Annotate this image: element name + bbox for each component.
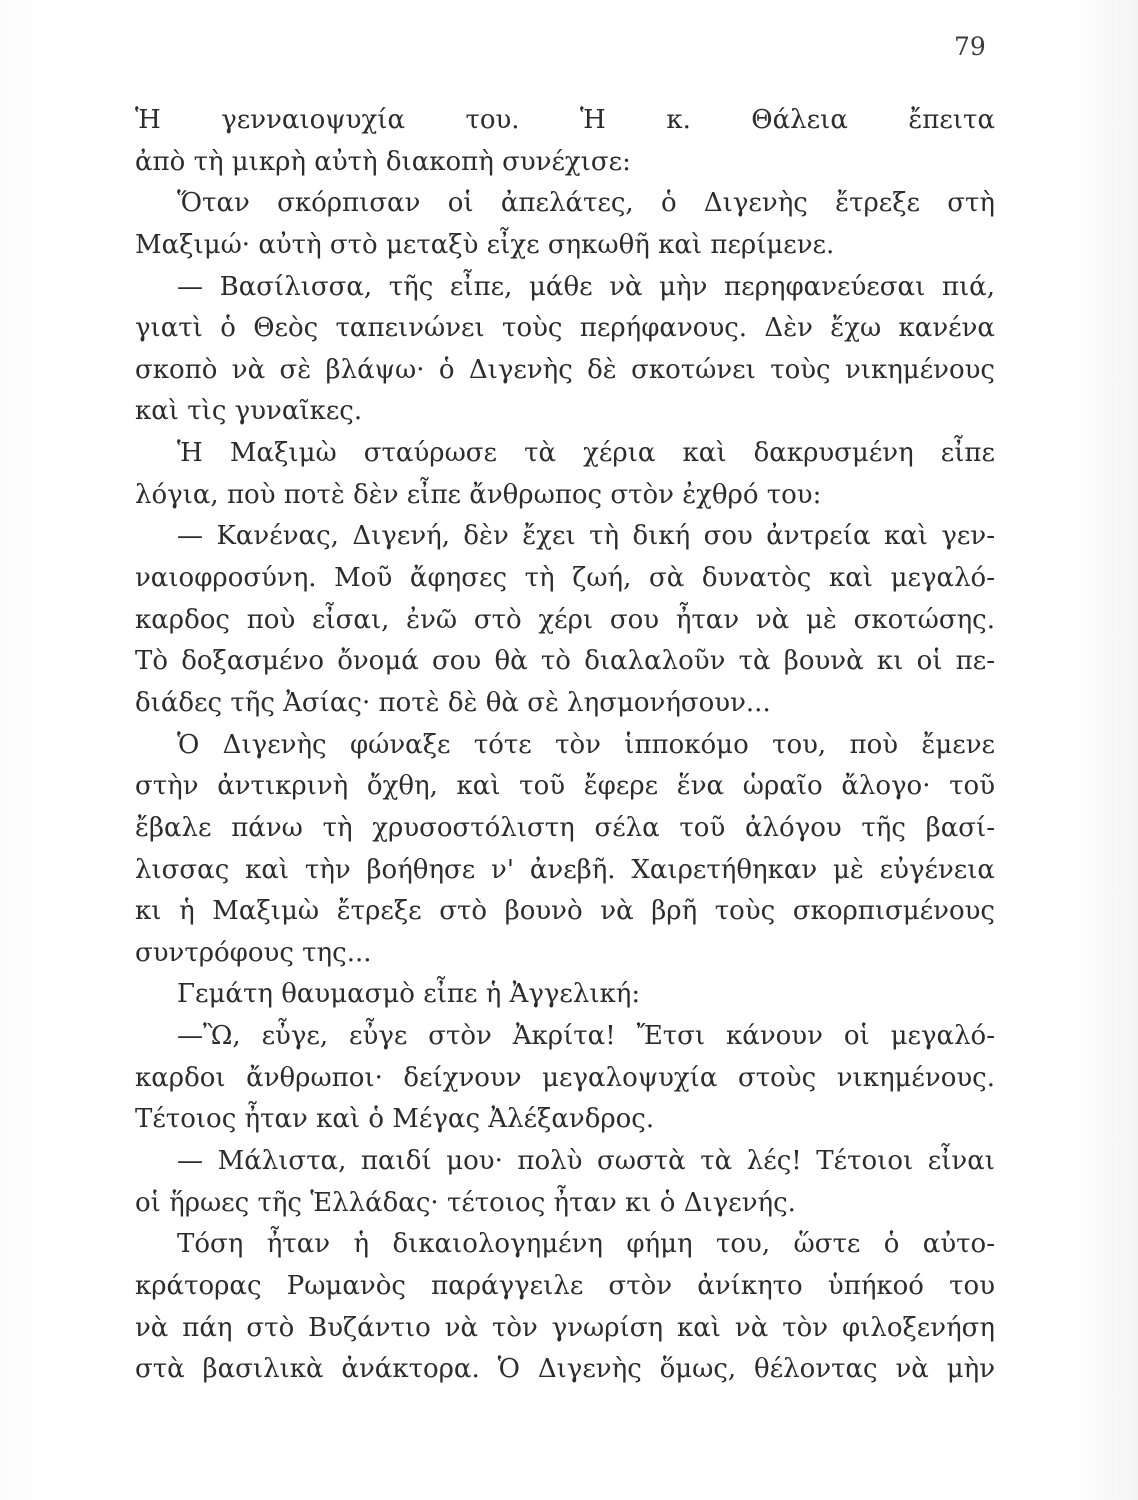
text-line: ἀπὸ τὴ μικρὴ αὐτὴ διακοπὴ συνέχισε: (135, 146, 631, 177)
page-number: 79 (954, 32, 986, 61)
text-line: ἔβαλε πάνω τὴ χρυσοστόλιστη σέλα τοῦ ἀλόγου τῆς βασί- (135, 812, 995, 843)
text-line: Ἡ γενναιοψυχία του. Ἡ κ. Θάλεια ἔπειτα (135, 105, 995, 135)
text-line: — Κανένας, Διγενή, δὲν ἔχει τὴ δική σου ἀντρεία καὶ γεν- (177, 521, 995, 552)
text-line: Γεμάτη θαυμασμὸ εἶπε ἡ Ἀγγελική: (177, 979, 641, 1010)
text-line: κι ἡ Μαξιμὼ ἔτρεξε στὸ βουνὸ νὰ βρῆ τοὺς σκορπισμένους (135, 896, 995, 927)
text-line: — Βασίλισσα, τῆς εἶπε, μάθε νὰ μὴν περηφανεύεσαι πιά, (177, 271, 995, 302)
text-line: σκοπὸ νὰ σὲ βλάψω· ὁ Διγενὴς δὲ σκοτώνει τοὺς νικημένους (135, 354, 995, 385)
text-line: λισσας καὶ τὴν βοήθησε ν' ἀνεβῆ. Χαιρετήθηκαν μὲ εὐγένεια (135, 854, 995, 885)
text-line: καρδος ποὺ εἶσαι, ἐνῶ στὸ χέρι σου ἦταν νὰ μὲ σκοτώσης. (135, 604, 995, 635)
text-line: συντρόφους της... (135, 937, 372, 968)
text-line: —Ὢ, εὖγε, εὖγε στὸν Ἀκρίτα! Ἔτσι κάνουν οἱ μεγαλό- (177, 1021, 995, 1052)
text-line: Μαξιμώ· αὐτὴ στὸ μεταξὺ εἶχε σηκωθῆ καὶ περίμενε. (135, 229, 835, 260)
text-line: διάδες τῆς Ἀσίας· ποτὲ δὲ θὰ σὲ λησμονήσουν... (135, 687, 771, 718)
text-line: λόγια, ποὺ ποτὲ δὲν εἶπε ἄνθρωπος στὸν ἐχθρό του: (135, 479, 822, 510)
text-line: Τὸ δοξασμένο ὄνομά σου θὰ τὸ διαλαλοῦν τὰ βουνὰ κι οἱ πε- (135, 646, 995, 677)
text-line: κράτορας Ρωμανὸς παράγγειλε στὸν ἀνίκητο ὑπήκοό του (135, 1270, 995, 1301)
text-line: στὰ βασιλικὰ ἀνάκτορα. Ὁ Διγενὴς ὅμως, θέλοντας νὰ μὴν (135, 1354, 995, 1385)
text-line: οἱ ἥρωες τῆς Ἑλλάδας· τέτοιος ἦταν κι ὁ Διγενής. (135, 1187, 796, 1218)
text-line: Ἡ Μαξιμὼ σταύρωσε τὰ χέρια καὶ δακρυσμένη εἶπε (177, 438, 995, 469)
text-line: Τόση ἦταν ἡ δικαιολογημένη φήμη του, ὥστε ὁ αὐτο- (177, 1229, 995, 1260)
text-line: γιατὶ ὁ Θεὸς ταπεινώνει τοὺς περήφανους. Δὲν ἔχω κανένα (135, 313, 995, 344)
text-line: καὶ τὶς γυναῖκες. (135, 396, 363, 427)
text-line: καρδοι ἄνθρωποι· δείχνουν μεγαλοψυχία στοὺς νικημένους. (135, 1062, 995, 1093)
text-line: ναιοφροσύνη. Μοῦ ἄφησες τὴ ζωή, σὰ δυνατὸς καὶ μεγαλό- (135, 563, 995, 594)
text-line: Ὁ Διγενὴς φώναξε τότε τὸν ἱπποκόμο του, ποὺ ἔμενε (177, 729, 995, 760)
text-line: στὴν ἀντικρινὴ ὄχθη, καὶ τοῦ ἔφερε ἕνα ὡραῖο ἄλογο· τοῦ (135, 771, 995, 802)
text-line: — Μάλιστα, παιδί μου· πολὺ σωστὰ τὰ λές! Τέτοιοι εἶναι (177, 1146, 995, 1177)
body-text (135, 100, 995, 1391)
text-line: Ὅταν σκόρπισαν οἱ ἀπελάτες, ὁ Διγενὴς ἔτρεξε στὴ (177, 188, 995, 219)
text-line: Τέτοιος ἦταν καὶ ὁ Μέγας Ἀλέξανδρος. (135, 1104, 655, 1135)
text-line: νὰ πάη στὸ Βυζάντιο νὰ τὸν γνωρίση καὶ νὰ τὸν φιλοξενήση (135, 1312, 995, 1343)
